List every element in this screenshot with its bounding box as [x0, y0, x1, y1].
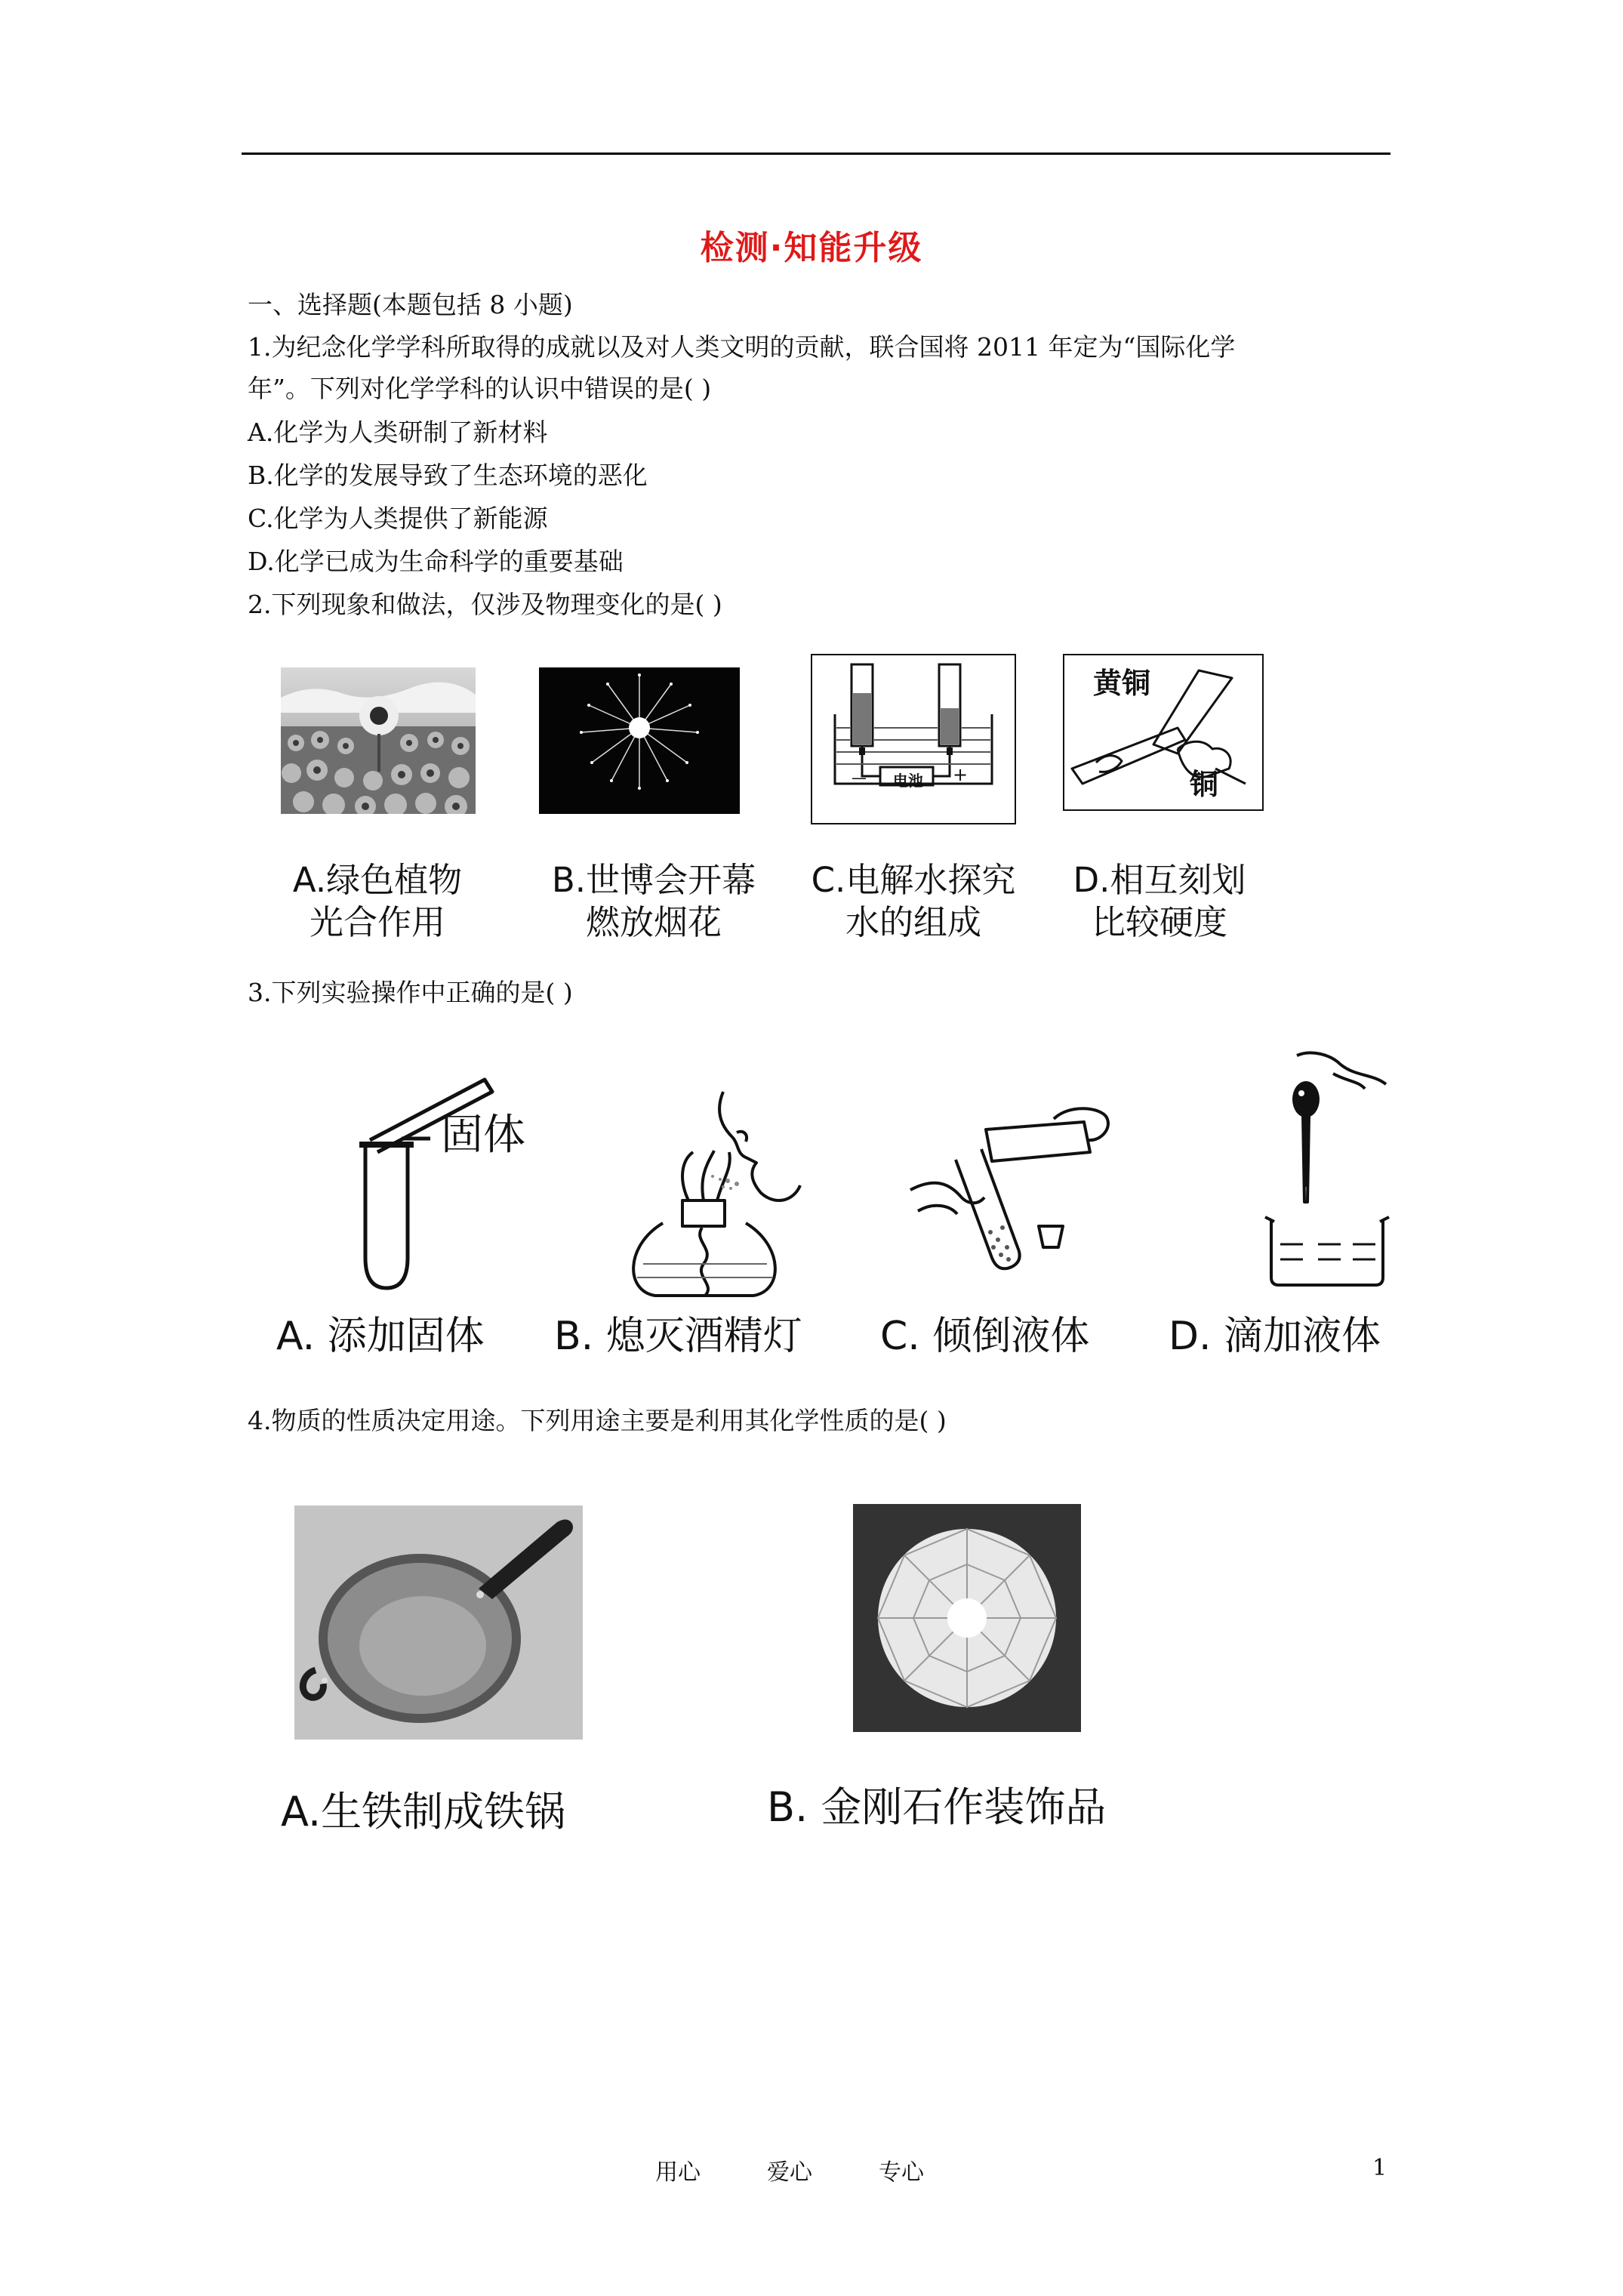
q3-caption-d: D. 滴加液体 — [1169, 1314, 1381, 1359]
pouring-liquid-figure — [903, 1099, 1122, 1281]
q4-caption-a: A.生铁制成铁锅 — [281, 1788, 566, 1835]
q2-caption-c — [793, 859, 1034, 944]
q3-caption-a: A. 添加固体 — [276, 1314, 485, 1359]
q2-caption-d — [1054, 859, 1265, 944]
copper-label: 铜 — [1190, 768, 1219, 801]
adding-solid-figure — [347, 1069, 544, 1296]
scratch-hardness-diagram — [1063, 654, 1264, 811]
q2-caption-b — [533, 859, 775, 944]
footer-motto-2: 爱心 — [767, 2159, 812, 2186]
brass-label: 黄铜 — [1093, 667, 1151, 700]
fireworks-image — [539, 667, 740, 814]
minus-sign: — — [852, 769, 867, 787]
q2-caption-a-line2: 光合作用 — [309, 902, 445, 942]
section-heading: 一、选择题(本题包括 8 小题) — [248, 290, 573, 319]
q3-caption-c: C. 倾倒液体 — [880, 1314, 1090, 1359]
q2-caption-b-line1: B.世博会开幕 — [551, 860, 756, 900]
q2-caption-d-line1: D.相互刻划 — [1073, 860, 1246, 900]
alcohol-lamp-figure — [610, 1087, 814, 1299]
q1-stem-line1: 1.为纪念化学学科所取得的成就以及对人类文明的贡献，联合国将 2011 年定为“国际化学 — [248, 332, 1236, 362]
q1-option-c: C.化学为人类提供了新能源 — [248, 504, 548, 533]
plus-sign: + — [953, 764, 969, 785]
header-rule — [242, 153, 1390, 155]
iron-wok-image — [294, 1505, 583, 1740]
q1-stem-line2: 年”。下列对化学学科的认识中错误的是( ) — [248, 374, 712, 403]
electrolysis-diagram — [811, 654, 1016, 824]
q4-caption-b: B. 金刚石作装饰品 — [767, 1783, 1107, 1831]
page-title: 检测·知能升级 — [700, 229, 923, 267]
q1-option-d: D.化学已成为生命科学的重要基础 — [248, 547, 624, 576]
battery-label: 电池 — [893, 772, 923, 790]
q2-caption-a-line1: A.绿色植物 — [292, 860, 463, 900]
q3-stem: 3.下列实验操作中正确的是( ) — [248, 978, 573, 1007]
footer-motto-1: 用心 — [655, 2159, 701, 2186]
dropping-liquid-figure — [1258, 1051, 1409, 1293]
diamond-image — [853, 1504, 1081, 1732]
q2-caption-b-line2: 燃放烟花 — [585, 902, 722, 942]
sunflower-field-image — [281, 667, 476, 814]
q2-caption-c-line2: 水的组成 — [845, 902, 981, 942]
q2-caption-c-line1: C.电解水探究 — [811, 860, 1016, 900]
footer-motto-3: 专心 — [879, 2159, 924, 2186]
page-number: 1 — [1372, 2155, 1387, 2181]
q3-caption-b: B. 熄灭酒精灯 — [554, 1314, 802, 1359]
q4-stem: 4.物质的性质决定用途。下列用途主要是利用其化学性质的是( ) — [248, 1406, 947, 1435]
q1-option-a: A.化学为人类研制了新材料 — [248, 418, 548, 447]
q1-option-b: B.化学的发展导致了生态环境的恶化 — [248, 461, 648, 490]
q2-caption-a — [272, 859, 483, 944]
solid-label: 固体 — [441, 1111, 525, 1160]
q2-caption-d-line2: 比较硬度 — [1091, 902, 1227, 942]
q2-stem: 2.下列现象和做法，仅涉及物理变化的是( ) — [248, 590, 722, 619]
